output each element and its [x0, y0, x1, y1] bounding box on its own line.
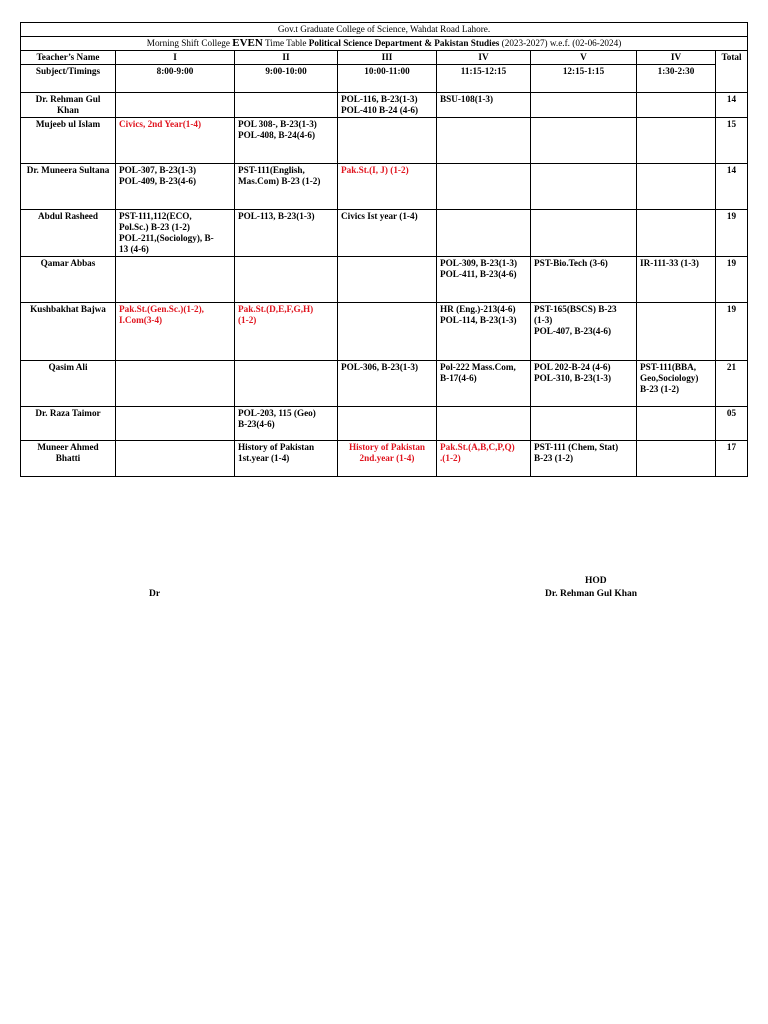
period-slot: [338, 257, 437, 303]
title-row: [21, 37, 748, 51]
class-entry: POL-409, B-23(4-6): [119, 176, 197, 186]
class-entry: PST-165(BSCS) B-23: [534, 304, 617, 314]
period-slot: [531, 407, 637, 441]
class-entry: .(1-2): [440, 453, 461, 463]
period-slot: [531, 118, 637, 164]
period-slot: [235, 257, 338, 303]
class-entry: B-23(4-6): [238, 419, 275, 429]
period-slot: [338, 164, 437, 210]
timetable: [20, 22, 748, 477]
class-entry: Pol-222 Mass.Com,: [440, 362, 516, 372]
total-header: Total: [716, 51, 748, 93]
period-slot: [235, 210, 338, 257]
period-numeral: I: [116, 51, 235, 65]
period-numeral: IV: [437, 51, 531, 65]
period-numeral: V: [531, 51, 637, 65]
teacher-name: Abdul Rasheed: [21, 210, 116, 257]
period-header-row: [21, 51, 748, 65]
class-entry: IR-111-33 (1-3): [640, 258, 699, 268]
period-slot: [338, 361, 437, 407]
class-entry: POL-116, B-23(1-3): [341, 94, 418, 104]
hod-name: Dr. Rehman Gul Khan: [545, 589, 638, 599]
teacher-total: 05: [716, 407, 748, 441]
class-entry: 13 (4-6): [119, 244, 149, 254]
class-entry: POL-307, B-23(1-3): [119, 165, 197, 175]
teacher-name: Dr. Rehman Gul Khan: [21, 93, 116, 118]
period-time: 10:00-11:00: [338, 65, 437, 93]
class-entry: Pol.Sc.) B-23 (1-2): [119, 222, 190, 232]
period-slot: [116, 441, 235, 477]
teacher-row: [21, 441, 748, 477]
period-slot: [235, 441, 338, 477]
teacher-total: 17: [716, 441, 748, 477]
timetable-title: Morning Shift College EVEN Time Table Political Science Department & Pakistan Studies (2023-2027) w.e.f. (02-06-2024): [21, 37, 748, 51]
class-entry: POL-408, B-24(4-6): [238, 130, 316, 140]
period-slot: [338, 210, 437, 257]
class-entry: POL 202-B-24 (4-6): [534, 362, 611, 372]
period-slot: [235, 164, 338, 210]
period-slot: [531, 303, 637, 361]
class-entry: HR (Eng.)-213(4-6): [440, 304, 516, 314]
period-slot: [235, 361, 338, 407]
class-entry: POL-309, B-23(1-3): [440, 258, 518, 268]
period-slot: [531, 93, 637, 118]
period-slot: [437, 303, 531, 361]
teacher-total: 19: [716, 210, 748, 257]
class-entry: Geo,Sociology): [640, 373, 699, 383]
period-slot: [437, 93, 531, 118]
period-slot: [637, 407, 716, 441]
teacher-name: Mujeeb ul Islam: [21, 118, 116, 164]
period-slot: [437, 210, 531, 257]
teacher-name-header: Teacher’s Name: [21, 51, 116, 65]
period-slot: [531, 210, 637, 257]
class-entry: POL-306, B-23(1-3): [341, 362, 419, 372]
teacher-row: [21, 361, 748, 407]
teacher-name: Muneer Ahmed Bhatti: [21, 441, 116, 477]
teacher-name: Qasim Ali: [21, 361, 116, 407]
period-slot: [437, 164, 531, 210]
period-slot: [637, 93, 716, 118]
class-entry: POL-211,(Sociology), B-: [119, 233, 214, 243]
period-numeral: IV: [637, 51, 716, 65]
period-slot: [437, 441, 531, 477]
period-slot: [637, 210, 716, 257]
period-slot: [531, 257, 637, 303]
period-slot: [116, 257, 235, 303]
teacher-total: 14: [716, 164, 748, 210]
period-slot: [437, 361, 531, 407]
timing-header-row: [21, 65, 748, 93]
teacher-row: [21, 407, 748, 441]
class-entry: 1st.year (1-4): [238, 453, 290, 463]
period-time: 8:00-9:00: [116, 65, 235, 93]
period-slot: [637, 303, 716, 361]
class-entry: B-23 (1-2): [534, 453, 574, 463]
class-entry: POL 308-, B-23(1-3): [238, 119, 317, 129]
teacher-row: [21, 118, 748, 164]
class-entry: Pak.St.(I, J) (1-2): [341, 165, 409, 175]
period-slot: [338, 303, 437, 361]
class-entry: PST-111(BBA,: [640, 362, 697, 372]
teacher-row: [21, 93, 748, 118]
class-entry: B-17(4-6): [440, 373, 477, 383]
period-slot: [637, 118, 716, 164]
teacher-total: 19: [716, 303, 748, 361]
period-slot: [637, 164, 716, 210]
class-entry: Civics, 2nd Year(1-4): [119, 119, 202, 129]
class-entry: Pak.St.(D,E,F,G,H): [238, 304, 314, 314]
period-slot: [116, 407, 235, 441]
period-time: 11:15-12:15: [437, 65, 531, 93]
period-slot: [637, 441, 716, 477]
class-entry: History of Pakistan: [238, 442, 315, 452]
period-slot: [338, 93, 437, 118]
college-row: [21, 23, 748, 37]
class-entry: POL-114, B-23(1-3): [440, 315, 517, 325]
subject-timings-header: Subject/Timings: [21, 65, 116, 93]
period-slot: [116, 118, 235, 164]
period-slot: [531, 164, 637, 210]
class-entry: Pak.St.(A,B,C,P,Q): [440, 442, 515, 452]
left-signature: Dr: [149, 589, 161, 599]
period-slot: [338, 118, 437, 164]
class-entry: Pak.St.(Gen.Sc.)(1-2),: [119, 304, 204, 314]
class-entry: (1-2): [238, 315, 257, 325]
class-entry: POL-410 B-24 (4-6): [341, 105, 419, 115]
period-slot: [637, 257, 716, 303]
class-entry: I.Com(3-4): [119, 315, 163, 325]
teacher-row: [21, 164, 748, 210]
teacher-total: 15: [716, 118, 748, 164]
period-slot: [116, 303, 235, 361]
teacher-total: 21: [716, 361, 748, 407]
teacher-row: [21, 303, 748, 361]
teacher-total: 14: [716, 93, 748, 118]
class-entry: PST-111 (Chem, Stat): [534, 442, 619, 452]
class-entry: 2nd.year (1-4): [359, 453, 415, 463]
class-entry: BSU-108(1-3): [440, 94, 494, 104]
class-entry: History of Pakistan: [348, 442, 426, 452]
teacher-row: [21, 210, 748, 257]
class-entry: Mas.Com) B-23 (1-2): [238, 176, 321, 186]
teacher-row: [21, 257, 748, 303]
period-time: 12:15-1:15: [531, 65, 637, 93]
period-numeral: II: [235, 51, 338, 65]
period-slot: [235, 118, 338, 164]
teacher-name: Kushbakhat Bajwa: [21, 303, 116, 361]
class-entry: POL-411, B-23(4-6): [440, 269, 517, 279]
class-entry: POL-407, B-23(4-6): [534, 326, 612, 336]
class-entry: POL-113, B-23(1-3): [238, 211, 315, 221]
class-entry: B-23 (1-2): [640, 384, 680, 394]
period-slot: [116, 93, 235, 118]
period-slot: [637, 361, 716, 407]
hod-title: HOD: [585, 576, 607, 586]
class-entry: Civics Ist year (1-4): [341, 211, 418, 221]
period-numeral: III: [338, 51, 437, 65]
class-entry: PST-Bio.Tech (3-6): [534, 258, 608, 268]
teacher-name: Dr. Raza Taimor: [21, 407, 116, 441]
period-slot: [235, 407, 338, 441]
period-slot: [116, 361, 235, 407]
college-name: Gov.t Graduate College of Science, Wahdat Road Lahore.: [21, 23, 748, 37]
period-slot: [531, 441, 637, 477]
period-slot: [437, 257, 531, 303]
teacher-name: Qamar Abbas: [21, 257, 116, 303]
class-entry: PST-111(English,: [238, 165, 305, 175]
teacher-total: 19: [716, 257, 748, 303]
period-slot: [437, 118, 531, 164]
class-entry: (1-3): [534, 315, 553, 325]
period-slot: [235, 303, 338, 361]
teacher-name: Dr. Muneera Sultana: [21, 164, 116, 210]
class-entry: POL-203, 115 (Geo): [238, 408, 316, 418]
class-entry: PST-111,112(ECO,: [119, 211, 192, 221]
period-time: 1:30-2:30: [637, 65, 716, 93]
class-entry: POL-310, B-23(1-3): [534, 373, 612, 383]
period-slot: [116, 164, 235, 210]
period-slot: [116, 210, 235, 257]
period-slot: [531, 361, 637, 407]
period-slot: [235, 93, 338, 118]
period-slot: [437, 407, 531, 441]
period-slot: [338, 407, 437, 441]
period-time: 9:00-10:00: [235, 65, 338, 93]
period-slot: [338, 441, 437, 477]
